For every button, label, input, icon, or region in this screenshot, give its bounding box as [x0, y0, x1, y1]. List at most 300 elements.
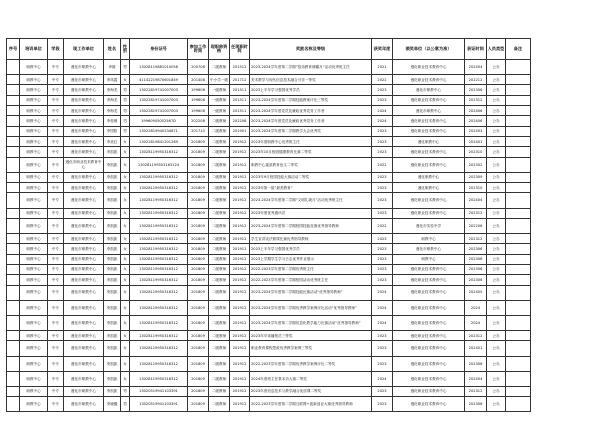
award-year-cell: 2022 [372, 75, 393, 85]
title-date-cell: 201912 [230, 275, 250, 285]
training-unit-cell: 职教中心 [20, 157, 48, 172]
remark-cell [506, 315, 531, 330]
title-cell: 二级教师 [209, 126, 230, 136]
staff-type-cell: 公办 [487, 157, 506, 172]
table-row [7, 254, 531, 264]
training-unit-cell: 职教中心 [20, 193, 48, 208]
award-name-cell: 2023-2024学年度第二学期技能教案评比三等奖 [250, 95, 372, 105]
school-stage-cell: 中专 [48, 147, 64, 157]
name-cell: 李凯凯 [104, 254, 121, 264]
school-stage-cell: 中专 [48, 331, 64, 341]
issuer-cell: 遵化职业技术教育中心 [393, 264, 465, 274]
title-cell: 二级教师 [209, 172, 230, 182]
name-cell: 李凯凯 [104, 157, 121, 172]
title-date-cell: 201912 [230, 386, 250, 396]
row-index-cell [7, 275, 20, 285]
training-unit-cell: 职教中心 [20, 285, 48, 300]
row-index-cell [7, 85, 20, 95]
title-cell: 二级教师 [209, 208, 230, 218]
name-cell: 李海龙 [104, 85, 121, 95]
id-number-cell: 13028119950316312 [130, 371, 188, 386]
name-cell: 李海龙 [104, 106, 121, 116]
staff-type-cell: 公办 [487, 315, 506, 330]
title-date-cell: 201912 [230, 397, 250, 412]
cert-date-cell: 202312 [465, 386, 487, 396]
row-index-cell [7, 193, 20, 208]
id-number-cell: 13028119950316312 [130, 234, 188, 244]
school-stage-cell: 中专 [48, 254, 64, 264]
column-header: 奖励名称及等级 [250, 39, 372, 60]
training-unit-cell: 职教中心 [20, 234, 48, 244]
remark-cell [506, 397, 531, 412]
id-number-cell: 13022819741007003 [130, 95, 188, 105]
work-start-cell: 201710 [188, 126, 209, 136]
work-start-cell: 199608 [188, 106, 209, 116]
training-unit-cell: 职教中心 [20, 356, 48, 371]
id-number-cell: 13028119950316312 [130, 193, 188, 208]
award-year-cell: 2023 [372, 397, 393, 412]
work-start-cell: 201408 [188, 75, 209, 85]
staff-type-cell: 公办 [487, 183, 506, 193]
staff-type-cell: 公办 [487, 386, 506, 396]
school-stage-cell: 中专 [48, 356, 64, 371]
table-row [7, 60, 531, 75]
award-year-cell: 2024 [372, 116, 393, 126]
title-date-cell: 201511 [230, 85, 250, 95]
name-cell: 李凯凯 [104, 147, 121, 157]
title-date-cell: 201912 [230, 285, 250, 300]
work-unit-cell: 遵化市职业技术教育中心 [64, 157, 104, 172]
title-cell: 二级教师 [209, 157, 230, 172]
row-index-cell [7, 397, 20, 412]
id-number-cell: 13028119950316312 [130, 285, 188, 300]
title-cell: 二级教师 [209, 371, 230, 386]
award-name-cell: 2022-2023学年度第二学期优秀教学案例评比二等奖 [250, 356, 372, 371]
staff-type-cell: 公办 [487, 300, 506, 315]
award-name-cell: 2023上学期学生学习日志优秀作业展示 [250, 254, 372, 264]
title-date-cell: 201901 [230, 126, 250, 136]
award-year-cell: 2023 [372, 126, 393, 136]
title-cell: 二级教师 [209, 300, 230, 315]
title-date-cell: 201912 [230, 193, 250, 208]
work-start-cell: 201809 [188, 397, 209, 412]
column-header: 获证时间 [465, 39, 487, 60]
staff-type-cell: 公办 [487, 126, 506, 136]
name-cell: 李晓璐 [104, 397, 121, 412]
id-number-cell: 13028119950316312 [130, 244, 188, 254]
issuer-cell: 遵化职业技术教育中心 [393, 397, 465, 412]
name-cell: 李凯凯 [104, 285, 121, 300]
row-index-cell [7, 234, 20, 244]
gender-cell: 女 [121, 136, 130, 146]
remark-cell [506, 234, 531, 244]
remark-cell [506, 300, 531, 315]
award-year-cell: 2023 [372, 254, 393, 264]
school-stage-cell: 中专 [48, 244, 64, 254]
work-start-cell: 201809 [188, 136, 209, 146]
award-name-cell: 2022-2023学年度第二学期互联网+创新创业大赛优秀指导教师 [250, 397, 372, 412]
gender-cell: 女 [121, 193, 130, 208]
work-start-cell: 201809 [188, 285, 209, 300]
cert-date-cell: 202310 [465, 147, 487, 157]
awards-table [6, 38, 531, 412]
staff-type-cell: 公办 [487, 95, 506, 105]
row-index-cell [7, 60, 20, 75]
row-index-cell [7, 218, 20, 233]
work-start-cell: 201809 [188, 183, 209, 193]
award-year-cell: 2023 [372, 136, 393, 146]
gender-cell: 女 [121, 356, 130, 371]
title-cell: 二级教师 [209, 60, 230, 75]
work-unit-cell: 遵化市职教中心 [64, 116, 104, 126]
id-number-cell: 19960905002567D [130, 116, 188, 126]
gender-cell: 女 [121, 315, 130, 330]
id-number-cell: 13028119950316312 [130, 183, 188, 193]
table-row [7, 218, 531, 233]
school-stage-cell: 中专 [48, 126, 64, 136]
remark-cell [506, 264, 531, 274]
title-date-cell: 201912 [230, 157, 250, 172]
work-start-cell: 202208 [188, 116, 209, 126]
name-cell: 李凯凯 [104, 300, 121, 315]
table-header [7, 39, 531, 60]
staff-type-cell: 公办 [487, 85, 506, 95]
gender-cell: 女 [121, 275, 130, 285]
gender-cell: 女 [121, 285, 130, 300]
row-index-cell [7, 172, 20, 182]
training-unit-cell: 职教中心 [20, 218, 48, 233]
award-name-cell: 2023年度职教中心优秀班主任 [250, 136, 372, 146]
award-year-cell: 2023 [372, 208, 393, 218]
staff-type-cell: 公办 [487, 371, 506, 386]
award-year-cell: 2023 [372, 234, 393, 244]
name-cell: 李凯凯 [104, 371, 121, 386]
title-date-cell: 201912 [230, 264, 250, 274]
school-stage-cell: 中专 [48, 341, 64, 356]
issuer-cell: 遵化职业技术教育中心 [393, 315, 465, 330]
work-unit-cell: 遵化市职教中心 [64, 60, 104, 75]
issuer-cell: 遵化职业技术教育中心 [393, 300, 465, 315]
cert-date-cell: 202406 [465, 116, 487, 126]
staff-type-cell: 公办 [487, 106, 506, 116]
gender-cell: 男 [121, 85, 130, 95]
gender-cell: 女 [121, 371, 130, 386]
title-date-cell: 201712 [230, 75, 250, 85]
award-name-cell: 2024年度班主任基本功大赛二等奖 [250, 371, 372, 386]
award-year-cell: 2023 [372, 341, 393, 356]
column-header: 培训单位 [20, 39, 48, 60]
award-year-cell: 2024 [372, 371, 393, 386]
award-year-cell: 2023 [372, 356, 393, 371]
cert-date-cell: 202404 [465, 193, 487, 208]
table-row [7, 157, 531, 172]
school-stage-cell: 中专 [48, 172, 64, 182]
title-date-cell: 201912 [230, 208, 250, 218]
award-year-cell: 2024 [372, 300, 393, 315]
work-unit-cell: 遵化市职教中心 [64, 341, 104, 356]
title-date-cell: 201912 [230, 300, 250, 315]
award-year-cell: 2023 [372, 172, 393, 182]
award-name-cell: 美术教学与现代信息技术融合分享一等奖 [250, 75, 372, 85]
work-start-cell: 201809 [188, 264, 209, 274]
id-number-cell: 13022819940234871 [130, 126, 188, 136]
gender-cell: 男 [121, 95, 130, 105]
award-year-cell: 2023 [372, 275, 393, 285]
award-year-cell: 2022 [372, 157, 393, 172]
title-cell: 二级教师 [209, 244, 230, 254]
id-number-cell: 13022819741007003 [130, 85, 188, 95]
row-index-cell [7, 386, 20, 396]
award-name-cell: 2023-2024学年度第二学期信息化教学能力比赛活动“优秀指导教师” [250, 315, 372, 330]
title-cell: 二级教师 [209, 254, 230, 264]
staff-type-cell: 公办 [487, 116, 506, 126]
work-start-cell: 201809 [188, 157, 209, 172]
award-name-cell: 2023上半年学习强国优秀学员 [250, 244, 372, 254]
title-date-cell: 202208 [230, 116, 250, 126]
row-index-cell [7, 331, 20, 341]
school-stage-cell: 中专 [48, 315, 64, 330]
remark-cell [506, 106, 531, 116]
gender-cell: 男 [121, 60, 130, 75]
row-index-cell [7, 300, 20, 315]
cert-date-cell: 202306 [465, 397, 487, 412]
award-year-cell: 2023 [372, 264, 393, 274]
column-header: 现工作单位 [64, 39, 104, 60]
work-unit-cell: 遵化市职教中心 [64, 386, 104, 396]
header-row [7, 39, 531, 60]
work-unit-cell: 遵化市职教中心 [64, 172, 104, 182]
award-year-cell: 2024 [372, 315, 393, 330]
training-unit-cell: 职教中心 [20, 95, 48, 105]
training-unit-cell: 职教中心 [20, 275, 48, 285]
work-unit-cell: 遵化市职教中心 [64, 218, 104, 233]
school-stage-cell: 中专 [48, 300, 64, 315]
work-unit-cell: 遵化市职教中心 [64, 371, 104, 386]
table-row [7, 356, 531, 371]
school-stage-cell: 中专 [48, 60, 64, 75]
title-date-cell: 201912 [230, 244, 250, 254]
title-cell: 二级教师 [209, 397, 230, 412]
column-header: 学段 [48, 39, 64, 60]
work-start-cell: 201809 [188, 244, 209, 254]
staff-type-cell: 公办 [487, 147, 506, 157]
staff-type-cell: 公办 [487, 172, 506, 182]
row-index-cell [7, 264, 20, 274]
id-number-cell: 13028119950316312 [130, 147, 188, 157]
title-cell: 一级教师 [209, 85, 230, 95]
id-number-cell: 130281199503163124 [130, 157, 188, 172]
remark-cell [506, 356, 531, 371]
training-unit-cell: 职教中心 [20, 264, 48, 274]
staff-type-cell: 公办 [487, 254, 506, 264]
work-start-cell: 201809 [188, 208, 209, 218]
issuer-cell: 职教中心 [393, 234, 465, 244]
work-unit-cell: 遵化市职教中心 [64, 85, 104, 95]
award-name-cell: 2023-2024学年度第二学期“招弟教育储蓄月”活动优秀班主任 [250, 60, 372, 75]
issuer-cell: 遵化职业技术教育中心 [393, 275, 465, 285]
training-unit-cell: 职教中心 [20, 341, 48, 356]
table-row [7, 75, 531, 85]
work-unit-cell: 遵化市职教中心 [64, 106, 104, 116]
cert-date-cell: 202404 [465, 60, 487, 75]
row-index-cell [7, 106, 20, 116]
award-year-cell: 2023 [372, 244, 393, 254]
award-year-cell: 2024 [372, 285, 393, 300]
name-cell: 李凯凯 [104, 172, 121, 182]
title-cell: 二级教师 [209, 356, 230, 371]
cert-date-cell: 202306 [465, 85, 487, 95]
row-index-cell [7, 208, 20, 218]
gender-cell: 女 [121, 218, 130, 233]
training-unit-cell: 职教中心 [20, 116, 48, 126]
gender-cell: 女 [121, 157, 130, 172]
training-unit-cell: 职教中心 [20, 208, 48, 218]
work-unit-cell: 遵化市职教中心 [64, 275, 104, 285]
award-year-cell: 2023 [372, 386, 393, 396]
column-header: 参加工作时间 [188, 39, 209, 60]
training-unit-cell: 职教中心 [20, 244, 48, 254]
work-start-cell: 201809 [188, 315, 209, 330]
staff-type-cell: 公办 [487, 264, 506, 274]
work-start-cell: 200708 [188, 60, 209, 75]
school-stage-cell: 中专 [48, 136, 64, 146]
issuer-cell: 遵化职业技术教育中心 [393, 126, 465, 136]
table-row [7, 147, 531, 157]
training-unit-cell: 职教中心 [20, 136, 48, 146]
title-cell: 二级教师 [209, 275, 230, 285]
gender-cell: 女 [121, 75, 130, 85]
cert-date-cell: 2024 [465, 300, 487, 315]
column-header: 序号 [7, 39, 20, 60]
title-date-cell: 201912 [230, 254, 250, 264]
name-cell: 李凯凯 [104, 244, 121, 254]
issuer-cell: 遵化市职教中心 [393, 85, 465, 95]
table-row [7, 193, 531, 208]
name-cell: 李凯凯 [104, 218, 121, 233]
gender-cell: 女 [121, 147, 130, 157]
work-unit-cell: 遵化市职教中心 [64, 397, 104, 412]
remark-cell [506, 147, 531, 157]
table-row [7, 371, 531, 386]
table-row [7, 208, 531, 218]
title-date-cell: 201912 [230, 147, 250, 157]
row-index-cell [7, 356, 20, 371]
staff-type-cell: 公办 [487, 193, 506, 208]
work-start-cell: 201809 [188, 234, 209, 244]
award-name-cell: 2023-2024学年度党员及廉政优秀党务工作者 [250, 106, 372, 116]
name-cell: 李凯凯 [104, 386, 121, 396]
training-unit-cell: 职教中心 [20, 60, 48, 75]
school-stage-cell: 中专 [48, 386, 64, 396]
row-index-cell [7, 157, 20, 172]
issuer-cell: 遵化市实验中学 [393, 218, 465, 233]
column-header: 人员类型 [487, 39, 506, 60]
training-unit-cell: 职教中心 [20, 371, 48, 386]
row-index-cell [7, 95, 20, 105]
table-row [7, 116, 531, 126]
cert-date-cell: 202306 [465, 356, 487, 371]
title-date-cell: 201511 [230, 95, 250, 105]
table-row [7, 285, 531, 300]
school-stage-cell: 中专 [48, 397, 64, 412]
cert-date-cell: 202312 [465, 331, 487, 341]
name-cell: 李凯凯 [104, 208, 121, 218]
work-unit-cell: 遵化市职教中心 [64, 95, 104, 105]
table-row [7, 136, 531, 146]
name-cell: 李雄 [104, 60, 121, 75]
school-stage-cell: 中专 [48, 208, 64, 218]
issuer-cell: 遵化职业技术教育中心 [393, 95, 465, 105]
remark-cell [506, 172, 531, 182]
school-stage-cell: 中专 [48, 285, 64, 300]
name-cell: 李凯凯 [104, 193, 121, 208]
school-stage-cell: 中专 [48, 193, 64, 208]
column-header: 任现职时间 [230, 39, 250, 60]
award-name-cell: 2023-2024学年度第二学期教学大会优秀奖 [250, 126, 372, 136]
row-index-cell [7, 75, 20, 85]
gender-cell: 女 [121, 183, 130, 193]
title-cell: 一级教师 [209, 106, 230, 116]
row-index-cell [7, 285, 20, 300]
work-start-cell: 201809 [188, 147, 209, 157]
remark-cell [506, 126, 531, 136]
id-number-cell: 13022819841201269 [130, 136, 188, 146]
award-name-cell: 2023-2024学年度党员及廉政优秀党务工作者 [250, 116, 372, 126]
table-row [7, 85, 531, 95]
award-name-cell: 2023-2024学年度第二学期“文明礼貌月”活动优秀班主任 [250, 193, 372, 208]
name-cell: 李凯凯 [104, 331, 121, 341]
issuer-cell: 遵化职业技术教育中心 [393, 157, 465, 172]
training-unit-cell: 职教中心 [20, 254, 48, 264]
award-name-cell: 2023上半年学习强国优秀学员 [250, 85, 372, 95]
title-date-cell: 201912 [230, 331, 250, 341]
title-cell: 二级教师 [209, 193, 230, 208]
title-cell: 二级教师 [209, 147, 230, 157]
award-year-cell: 2023 [372, 193, 393, 208]
remark-cell [506, 75, 531, 85]
remark-cell [506, 331, 531, 341]
staff-type-cell: 公办 [487, 136, 506, 146]
school-stage-cell: 中专 [48, 95, 64, 105]
remark-cell [506, 208, 531, 218]
issuer-cell: 遵化职业技术教育中心 [393, 371, 465, 386]
table-row [7, 315, 531, 330]
table-row [7, 264, 531, 274]
cert-date-cell: 202310 [465, 183, 487, 193]
issuer-cell: 遵化市职教中心 [393, 244, 465, 254]
title-date-cell: 201912 [230, 371, 250, 386]
name-cell: 李凯凯 [104, 315, 121, 330]
awards-table-container [6, 38, 530, 412]
table-row [7, 234, 531, 244]
id-number-cell: 13028119950316312 [130, 315, 188, 330]
cert-date-cell: 202306 [465, 264, 487, 274]
work-unit-cell: 遵化市职教中心 [64, 264, 104, 274]
school-stage-cell: 中专 [48, 116, 64, 126]
remark-cell [506, 275, 531, 285]
table-row [7, 397, 531, 412]
remark-cell [506, 386, 531, 396]
remark-cell [506, 85, 531, 95]
remark-cell [506, 95, 531, 105]
gender-cell: 女 [121, 172, 130, 182]
table-row [7, 331, 531, 341]
title-cell: 二级教师 [209, 285, 230, 300]
remark-cell [506, 183, 531, 193]
staff-type-cell: 公办 [487, 60, 506, 75]
column-header: 备注 [506, 39, 531, 60]
row-index-cell [7, 341, 20, 356]
